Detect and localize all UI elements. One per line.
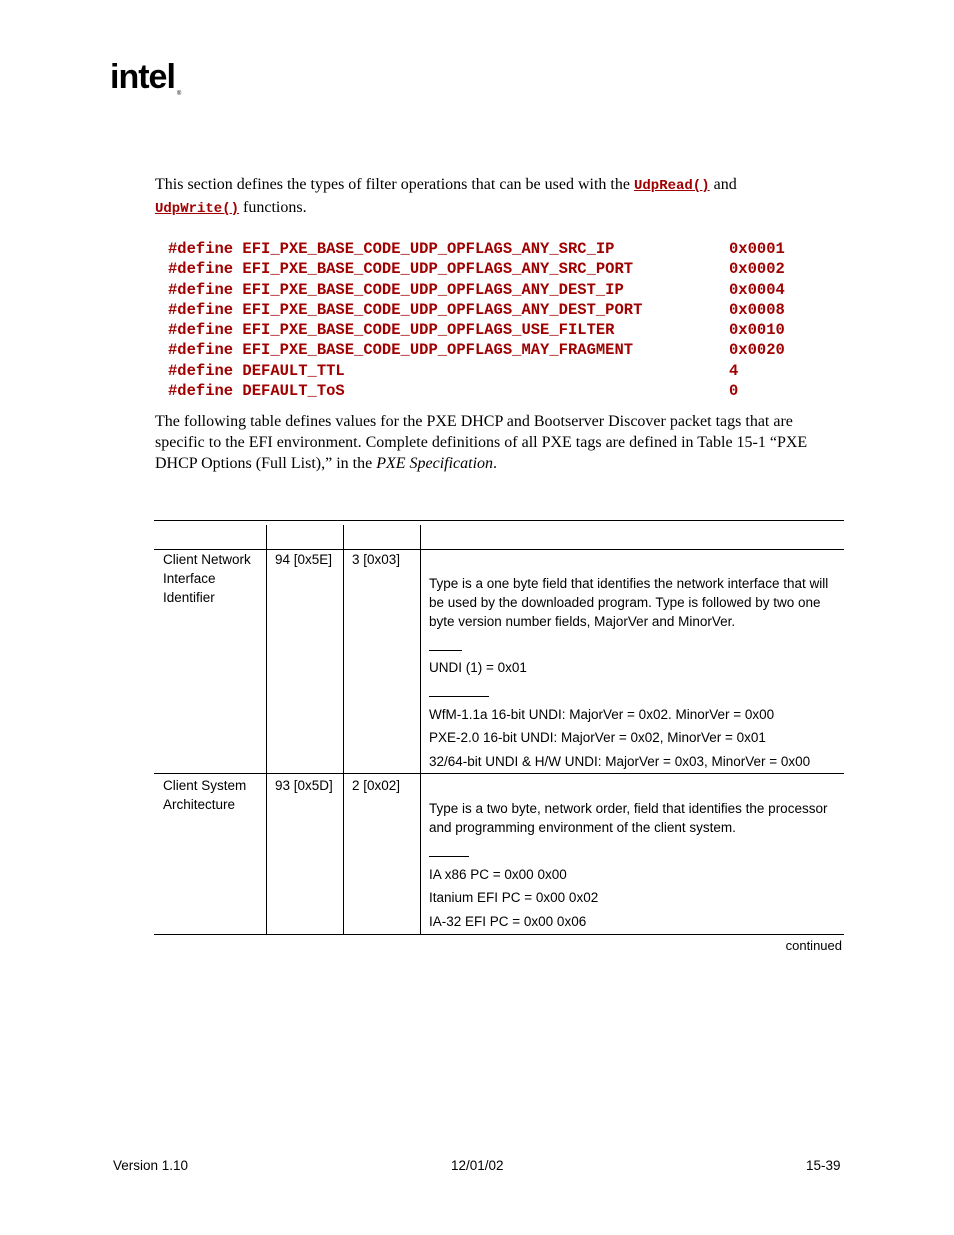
continued-label: continued (785, 938, 842, 953)
intel-logo: intel ® (110, 58, 181, 97)
define-line: #define EFI_PXE_BASE_CODE_UDP_OPFLAGS_ANY_DEST_IP 0x0004 (168, 280, 785, 299)
footer-page-number: 15-39 (806, 1158, 841, 1173)
tag-description-line: PXE-2.0 16-bit UNDI: MajorVer = 0x02, MinorVer = 0x01 (429, 730, 766, 745)
table-header-row (154, 520, 844, 550)
footer-date: 12/01/02 (451, 1158, 504, 1173)
column-divider (266, 525, 267, 934)
tag-name-cell: Client System Architecture (163, 778, 247, 812)
tag-description-line: Itanium EFI PC = 0x00 0x02 (429, 890, 599, 905)
define-line: #define EFI_PXE_BASE_CODE_UDP_OPFLAGS_ANY_SRC_PORT 0x0002 (168, 260, 785, 279)
define-line: #define DEFAULT_TTL 4 (168, 361, 739, 380)
underline-rule (429, 650, 462, 651)
underline-rule (429, 696, 489, 697)
tag-description-line: WfM-1.1a 16-bit UNDI: MajorVer = 0x02. MinorVer = 0x00 (429, 707, 775, 722)
footer-version: Version 1.10 (113, 1158, 189, 1173)
define-block (168, 239, 785, 401)
table-bottom-rule (154, 934, 844, 935)
tag-description-line: UNDI (1) = 0x01 (429, 660, 527, 675)
row-divider (154, 773, 844, 774)
tag-description-line: 32/64-bit UNDI & H/W UNDI: MajorVer = 0x03, MinorVer = 0x00 (429, 754, 811, 769)
define-line: #define EFI_PXE_BASE_CODE_UDP_OPFLAGS_ANY_DEST_PORT 0x0008 (168, 300, 785, 319)
table-intro-paragraph: The following table defines values for the PXE DHCP and Bootserver Discover packet tags that are specific to the EFI environment. Complete definitions of all PXE tags are defined in Table 15-1 “PXE DHCP Options (Full List),” in the PXE Specification. (155, 413, 808, 472)
tag-length-cell: 2 [0x02] (352, 778, 401, 793)
tag-description: Type is a two byte, network order, field that identifies the processor and programming environment of the client system. (429, 801, 828, 835)
udpread-link[interactable]: UdpRead() (633, 178, 710, 194)
intro-paragraph: This section defines the types of filter operations that can be used with the UdpRead() and UdpWrite() functions. (155, 176, 737, 217)
tag-code-cell: 93 [0x5D] (275, 778, 333, 793)
tag-length-cell: 3 [0x03] (352, 552, 401, 567)
column-divider (343, 525, 344, 934)
define-line: #define EFI_PXE_BASE_CODE_UDP_OPFLAGS_ANY_SRC_IP 0x0001 (168, 240, 785, 258)
define-line: #define DEFAULT_ToS 0 (168, 382, 739, 401)
underline-rule (429, 856, 469, 857)
define-line: #define EFI_PXE_BASE_CODE_UDP_OPFLAGS_USE_FILTER 0x0010 (168, 321, 785, 340)
define-line: #define EFI_PXE_BASE_CODE_UDP_OPFLAGS_MAY_FRAGMENT 0x0020 (168, 341, 785, 360)
tag-description-line: IA-32 EFI PC = 0x00 0x06 (429, 914, 587, 929)
tag-code-cell: 94 [0x5E] (275, 552, 333, 567)
udpwrite-link[interactable]: UdpWrite() (155, 201, 240, 217)
column-divider (420, 525, 421, 934)
tag-description: Type is a one byte field that identifies the network interface that will be used by the downloaded program. Type is followed by two one byte version number fields, MajorVer and MinorVer. (429, 576, 829, 629)
tag-description-line: IA x86 PC = 0x00 0x00 (429, 867, 567, 882)
tag-name-cell: Client Network Interface Identifier (163, 552, 251, 605)
